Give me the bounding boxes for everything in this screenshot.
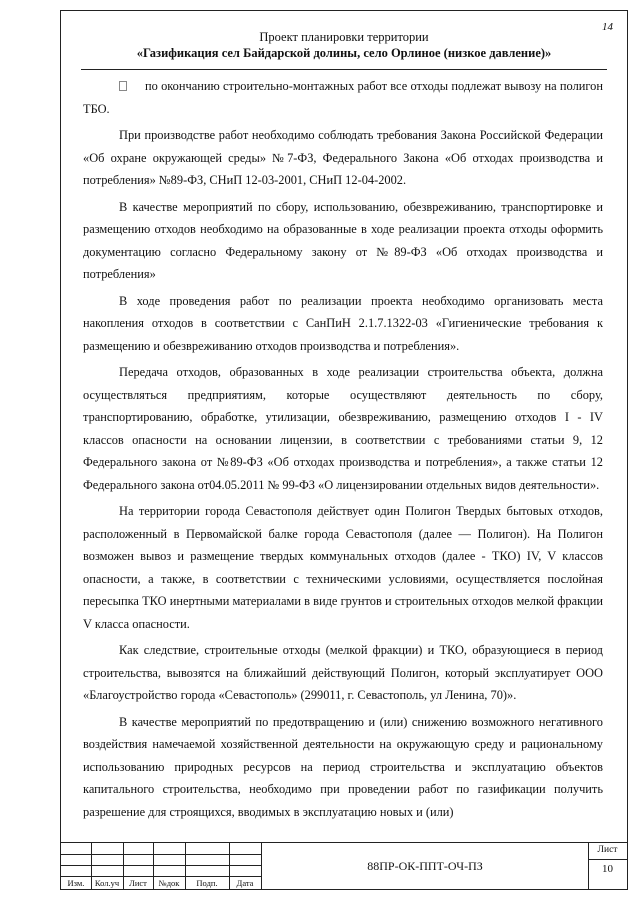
document-code: 88ПР-ОК-ППТ-ОЧ-ПЗ [261, 843, 589, 889]
stamp-column-labels [61, 877, 261, 889]
document-header [61, 29, 627, 61]
sheet-label: Лист [588, 845, 627, 860]
stamp-col-signature: Подп. [196, 878, 218, 888]
paragraph: В качестве мероприятий по сбору, использованию, обезвреживанию, транспортировке и размещению отходов необходимо на образованные в ходе реализации проекта отходы оформить документацию согласно Федеральному закону от №89-ФЗ «Об отходах производства и потребления» [83, 199, 603, 281]
page-number: 14 [602, 21, 613, 33]
stamp-col-docnum: №док [158, 878, 180, 888]
stamp-col-date: Дата [236, 878, 254, 888]
paragraph: Передача отходов, образованных в ходе реализации строительства объекта, должна осуществляться предприятиям, которые осуществляют деятельность по сбору, транспортированию, обработке, утилизации, обезвреживанию, размещению отходов I - IV классов опасности на основании лицензии, в соответствии с требованиями статьи 9, 12 Федерального закона от №89-ФЗ «Об отходах производства и потребления», а также статьи 12 Федерального закона от04.05.2011 № 99-ФЗ «О лицензировании отдельных видов деятельности». [83, 365, 603, 492]
paragraph: На территории города Севастополя действует один Полигон Твердых бытовых отходов, расположенный в Первомайской балке города Севастополя (далее — Полигон). На Полигон возможен вывоз и размещение твердых коммунальных отходов (далее - ТКО) IV, V классов опасности, а также, в соответствии с техническими условиями, осуществляется послойная пересыпка ТКО инертными материалами в виде грунтов и строительных отходов мелкой фракции V класса опасности. [83, 504, 603, 631]
header-title: Проект планировки территории [259, 30, 429, 44]
sheet-number: 10 [602, 863, 613, 875]
paragraph: В качестве мероприятий по предотвращению и (или) снижению возможного негативного воздействия намечаемой хозяйственной деятельности на окружающую среду и рациональному использованию природных ресурсов на период строительства и эксплуатацию объектов капитального строительства, необходимо при проведении работ по газификации получить разрешение для строящихся, вводимых в эксплуатацию новых и (или) [83, 714, 603, 819]
header-subtitle: «Газификация сел Байдарской долины, село Орлиное (низкое давление)» [136, 46, 552, 60]
stamp-col-sheet: Лист [129, 878, 147, 888]
paragraph: Как следствие, строительные отходы (мелкой фракции) и ТКО, образующиеся в период строительства, вывозятся на ближайший действующий Полигон, который эксплуатирует ООО «Благоустройство города «Севастополь» (299011, г. Севастополь, ул Ленина, 70)». [83, 643, 603, 702]
bullet-box-icon [119, 81, 127, 91]
paragraph: В ходе проведения работ по реализации проекта необходимо организовать места накопления отходов в соответствии с СанПиН 2.1.7.1322-03 «Гигиенические требования к размещению и обезвреживанию отходов производства и потребления». [83, 293, 603, 353]
paragraph-text: по окончанию строительно-монтажных работ все отходы подлежат вывозу на полигон ТБО. [83, 79, 603, 116]
header-divider [81, 69, 607, 70]
page-frame [60, 10, 628, 890]
stamp-sheet-cell [588, 843, 627, 889]
stamp-col-count: Кол.уч [94, 878, 120, 888]
document-body [83, 75, 603, 827]
stamp-col-change: Изм. [67, 878, 85, 888]
bullet-paragraph [83, 75, 603, 120]
paragraph: При производстве работ необходимо соблюдать требования Закона Российской Федерации «Об охране окружающей среды» №7-ФЗ, Федерального Закона «Об отходах производства и потребления» №89-ФЗ, СНиП 12-03-2001, СНиП 12-04-2002. [83, 128, 603, 187]
title-block-stamp [61, 842, 627, 889]
